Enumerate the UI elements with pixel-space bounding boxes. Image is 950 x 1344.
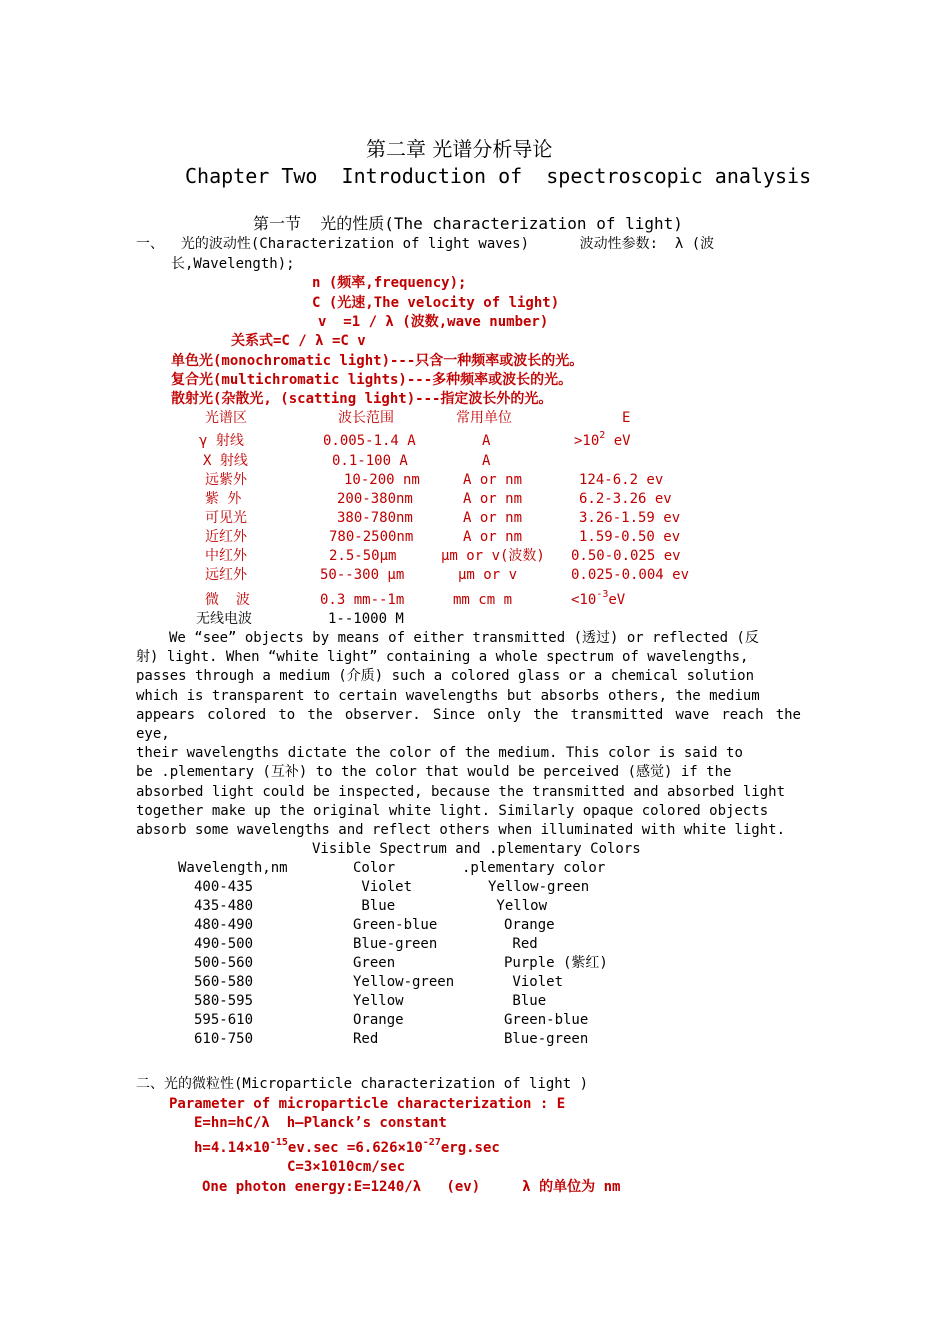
color-row-complement: Violet bbox=[504, 974, 564, 990]
spectrum-header-energy: E bbox=[622, 410, 631, 426]
color-row-complement: Blue-green bbox=[504, 1031, 589, 1047]
color-row-complement: Orange bbox=[504, 917, 555, 933]
spectrum-row-unit: mm cm m bbox=[453, 592, 513, 608]
spectrum-row-energy: 124-6.2 ev bbox=[579, 472, 664, 488]
color-row-wavelength: 595-610 bbox=[194, 1012, 254, 1028]
spectrum-row-region: 中红外 bbox=[205, 548, 247, 564]
color-row-wavelength: 560-580 bbox=[194, 974, 254, 990]
color-row-complement: Red bbox=[504, 936, 538, 952]
color-row-wavelength: 480-490 bbox=[194, 917, 254, 933]
spectrum-row-energy: $<10^{-3}eV$ bbox=[571, 589, 626, 608]
spectrum-row-energy: 3.26-1.59 ev bbox=[579, 510, 681, 526]
paragraph-line: We “see” objects by means of either transmitted (透过) or reflected (反 bbox=[169, 630, 759, 646]
spectrum-row-range: 10-200 nm bbox=[344, 472, 420, 488]
color-header-complement: .plementary color bbox=[462, 860, 606, 876]
color-row-wavelength: 400-435 bbox=[194, 879, 254, 895]
relation-formula: 关系式=C / λ =C v bbox=[231, 333, 366, 349]
spectrum-row-region: 无线电波 bbox=[196, 611, 252, 627]
color-row-color: Red bbox=[353, 1031, 379, 1047]
spectrum-row-range: 2.5-50μm bbox=[329, 548, 397, 564]
color-row-complement: Yellow bbox=[488, 898, 548, 914]
color-header-color: Color bbox=[353, 860, 396, 876]
color-row-color: Green bbox=[353, 955, 396, 971]
color-row-complement: Purple (紫红) bbox=[504, 955, 608, 971]
spectrum-row-unit: A or nm bbox=[463, 472, 523, 488]
spectrum-row-unit: A or nm bbox=[463, 491, 523, 507]
color-row-complement: Yellow-green bbox=[488, 879, 590, 895]
paragraph-line: which is transparent to certain wavelengths but absorbs others, the medium bbox=[136, 687, 760, 704]
spectrum-row-region: γ 射线 bbox=[199, 433, 244, 449]
paragraph-line: absorbed light could be inspected, because the transmitted and absorbed light bbox=[136, 783, 786, 800]
paragraph-line: together make up the original white light. Similarly opaque colored objects bbox=[136, 802, 769, 819]
paragraph-line: passes through a medium (介质) such a colored glass or a chemical solution bbox=[136, 668, 755, 685]
section2-parameter: Parameter of microparticle characterization : E bbox=[169, 1096, 566, 1112]
paragraph-line: be .plementary (互补) to the color that would be perceived (感觉) if the bbox=[136, 764, 732, 781]
spectrum-row-unit: A bbox=[482, 453, 491, 469]
spectrum-header-range: 波长范围 bbox=[338, 410, 394, 426]
color-row-color: Green-blue bbox=[353, 917, 438, 933]
color-row-color: Violet bbox=[353, 879, 413, 895]
param-velocity: C (光速,The velocity of light) bbox=[312, 295, 560, 311]
param-frequency: n (频率,frequency); bbox=[312, 275, 467, 291]
spectrum-row-unit: A or nm bbox=[463, 510, 523, 526]
paragraph-line: absorb some wavelengths and reflect others when illuminated with white light. bbox=[136, 822, 786, 839]
spectrum-header-unit: 常用单位 bbox=[456, 410, 512, 426]
formula-h-value: $h=4.14\times 10^{-15}ev.\sec =6.626\times 10^{-27}erg.\sec$ bbox=[194, 1137, 500, 1156]
spectrum-row-range: 0.3 mm--1m bbox=[320, 592, 405, 608]
param-wavenumber: v =1 / λ (波数,wave number) bbox=[318, 314, 549, 330]
spectrum-row-range: 0.005-1.4 A bbox=[323, 433, 416, 449]
color-row-wavelength: 500-560 bbox=[194, 955, 254, 971]
spectrum-row-region: 近红外 bbox=[205, 529, 247, 545]
spectrum-row-energy: $>10^2$ eV bbox=[574, 430, 631, 449]
spectrum-row-range: 50--300 μm bbox=[320, 567, 405, 583]
formula-planck: E=hn=hC/λ h—Planck’s constant bbox=[194, 1115, 447, 1131]
section1-heading: 第一节 光的性质(The characterization of light) bbox=[253, 214, 683, 233]
def-multichromatic: 复合光(multichromatic lights)---多种频率或波长的光。 bbox=[171, 372, 573, 388]
spectrum-row-unit: A bbox=[482, 433, 491, 449]
chapter-title-en: Chapter Two Introduction of spectroscopic analysis bbox=[185, 164, 812, 188]
spectrum-row-region: 远红外 bbox=[205, 567, 247, 583]
chapter-title-cn: 第二章 光谱分析导论 bbox=[366, 137, 553, 161]
paragraph-line: appears colored to the observer. Since only the transmitted wave reach the eye, bbox=[136, 706, 801, 743]
spectrum-row-region: 微 波 bbox=[205, 592, 250, 608]
formula-photon-energy: One photon energy:E=1240/λ (ev) λ 的单位为 nm bbox=[202, 1179, 621, 1195]
spectrum-row-range: 380-780nm bbox=[337, 510, 413, 526]
item1-line2: 长,Wavelength); bbox=[171, 256, 295, 272]
color-table-title: Visible Spectrum and .plementary Colors bbox=[312, 841, 641, 857]
spectrum-row-range: 0.1-100 A bbox=[332, 453, 408, 469]
spectrum-row-energy: 0.025-0.004 ev bbox=[571, 567, 690, 583]
color-row-color: Orange bbox=[353, 1012, 404, 1028]
color-row-color: Yellow-green bbox=[353, 974, 455, 990]
spectrum-row-range: 1--1000 M bbox=[328, 611, 404, 627]
def-monochromatic: 单色光(monochromatic light)---只含一种频率或波长的光。 bbox=[171, 353, 584, 369]
color-row-color: Blue bbox=[353, 898, 396, 914]
color-row-wavelength: 610-750 bbox=[194, 1031, 254, 1047]
color-row-color: Blue-green bbox=[353, 936, 438, 952]
section2-heading: 二、光的微粒性(Microparticle characterization of light ) bbox=[136, 1076, 589, 1092]
spectrum-row-unit: μm or v(波数) bbox=[441, 548, 545, 564]
paragraph-line: 射) light. When “white light” containing a whole spectrum of wavelengths, bbox=[136, 649, 749, 666]
color-row-complement: Green-blue bbox=[504, 1012, 589, 1028]
spectrum-row-region: 紫 外 bbox=[205, 491, 242, 507]
spectrum-row-range: 200-380nm bbox=[337, 491, 413, 507]
spectrum-row-region: 远紫外 bbox=[205, 472, 247, 488]
color-row-color: Yellow bbox=[353, 993, 404, 1009]
body-paragraph bbox=[136, 629, 801, 840]
spectrum-row-region: 可见光 bbox=[205, 510, 247, 526]
spectrum-row-region: X 射线 bbox=[203, 453, 248, 469]
spectrum-row-energy: 1.59-0.50 ev bbox=[579, 529, 681, 545]
spectrum-row-energy: 6.2-3.26 ev bbox=[579, 491, 672, 507]
color-row-wavelength: 580-595 bbox=[194, 993, 254, 1009]
color-header-wavelength: Wavelength,nm bbox=[178, 860, 288, 876]
color-row-complement: Blue bbox=[504, 993, 547, 1009]
item1-line1: 一、 光的波动性(Characterization of light waves) 波动性参数: λ (波 bbox=[136, 236, 715, 252]
spectrum-row-unit: A or nm bbox=[463, 529, 523, 545]
spectrum-row-unit: μm or v bbox=[458, 567, 518, 583]
formula-c-value: C=3×1010cm/sec bbox=[287, 1159, 406, 1175]
color-row-wavelength: 490-500 bbox=[194, 936, 254, 952]
color-row-wavelength: 435-480 bbox=[194, 898, 254, 914]
spectrum-row-range: 780-2500nm bbox=[329, 529, 414, 545]
def-scattering: 散射光(杂散光, (scatting light)---指定波长外的光。 bbox=[171, 391, 553, 407]
paragraph-line: their wavelengths dictate the color of the medium. This color is said to bbox=[136, 745, 743, 762]
spectrum-header-region: 光谱区 bbox=[205, 410, 247, 426]
spectrum-row-energy: 0.50-0.025 ev bbox=[571, 548, 681, 564]
